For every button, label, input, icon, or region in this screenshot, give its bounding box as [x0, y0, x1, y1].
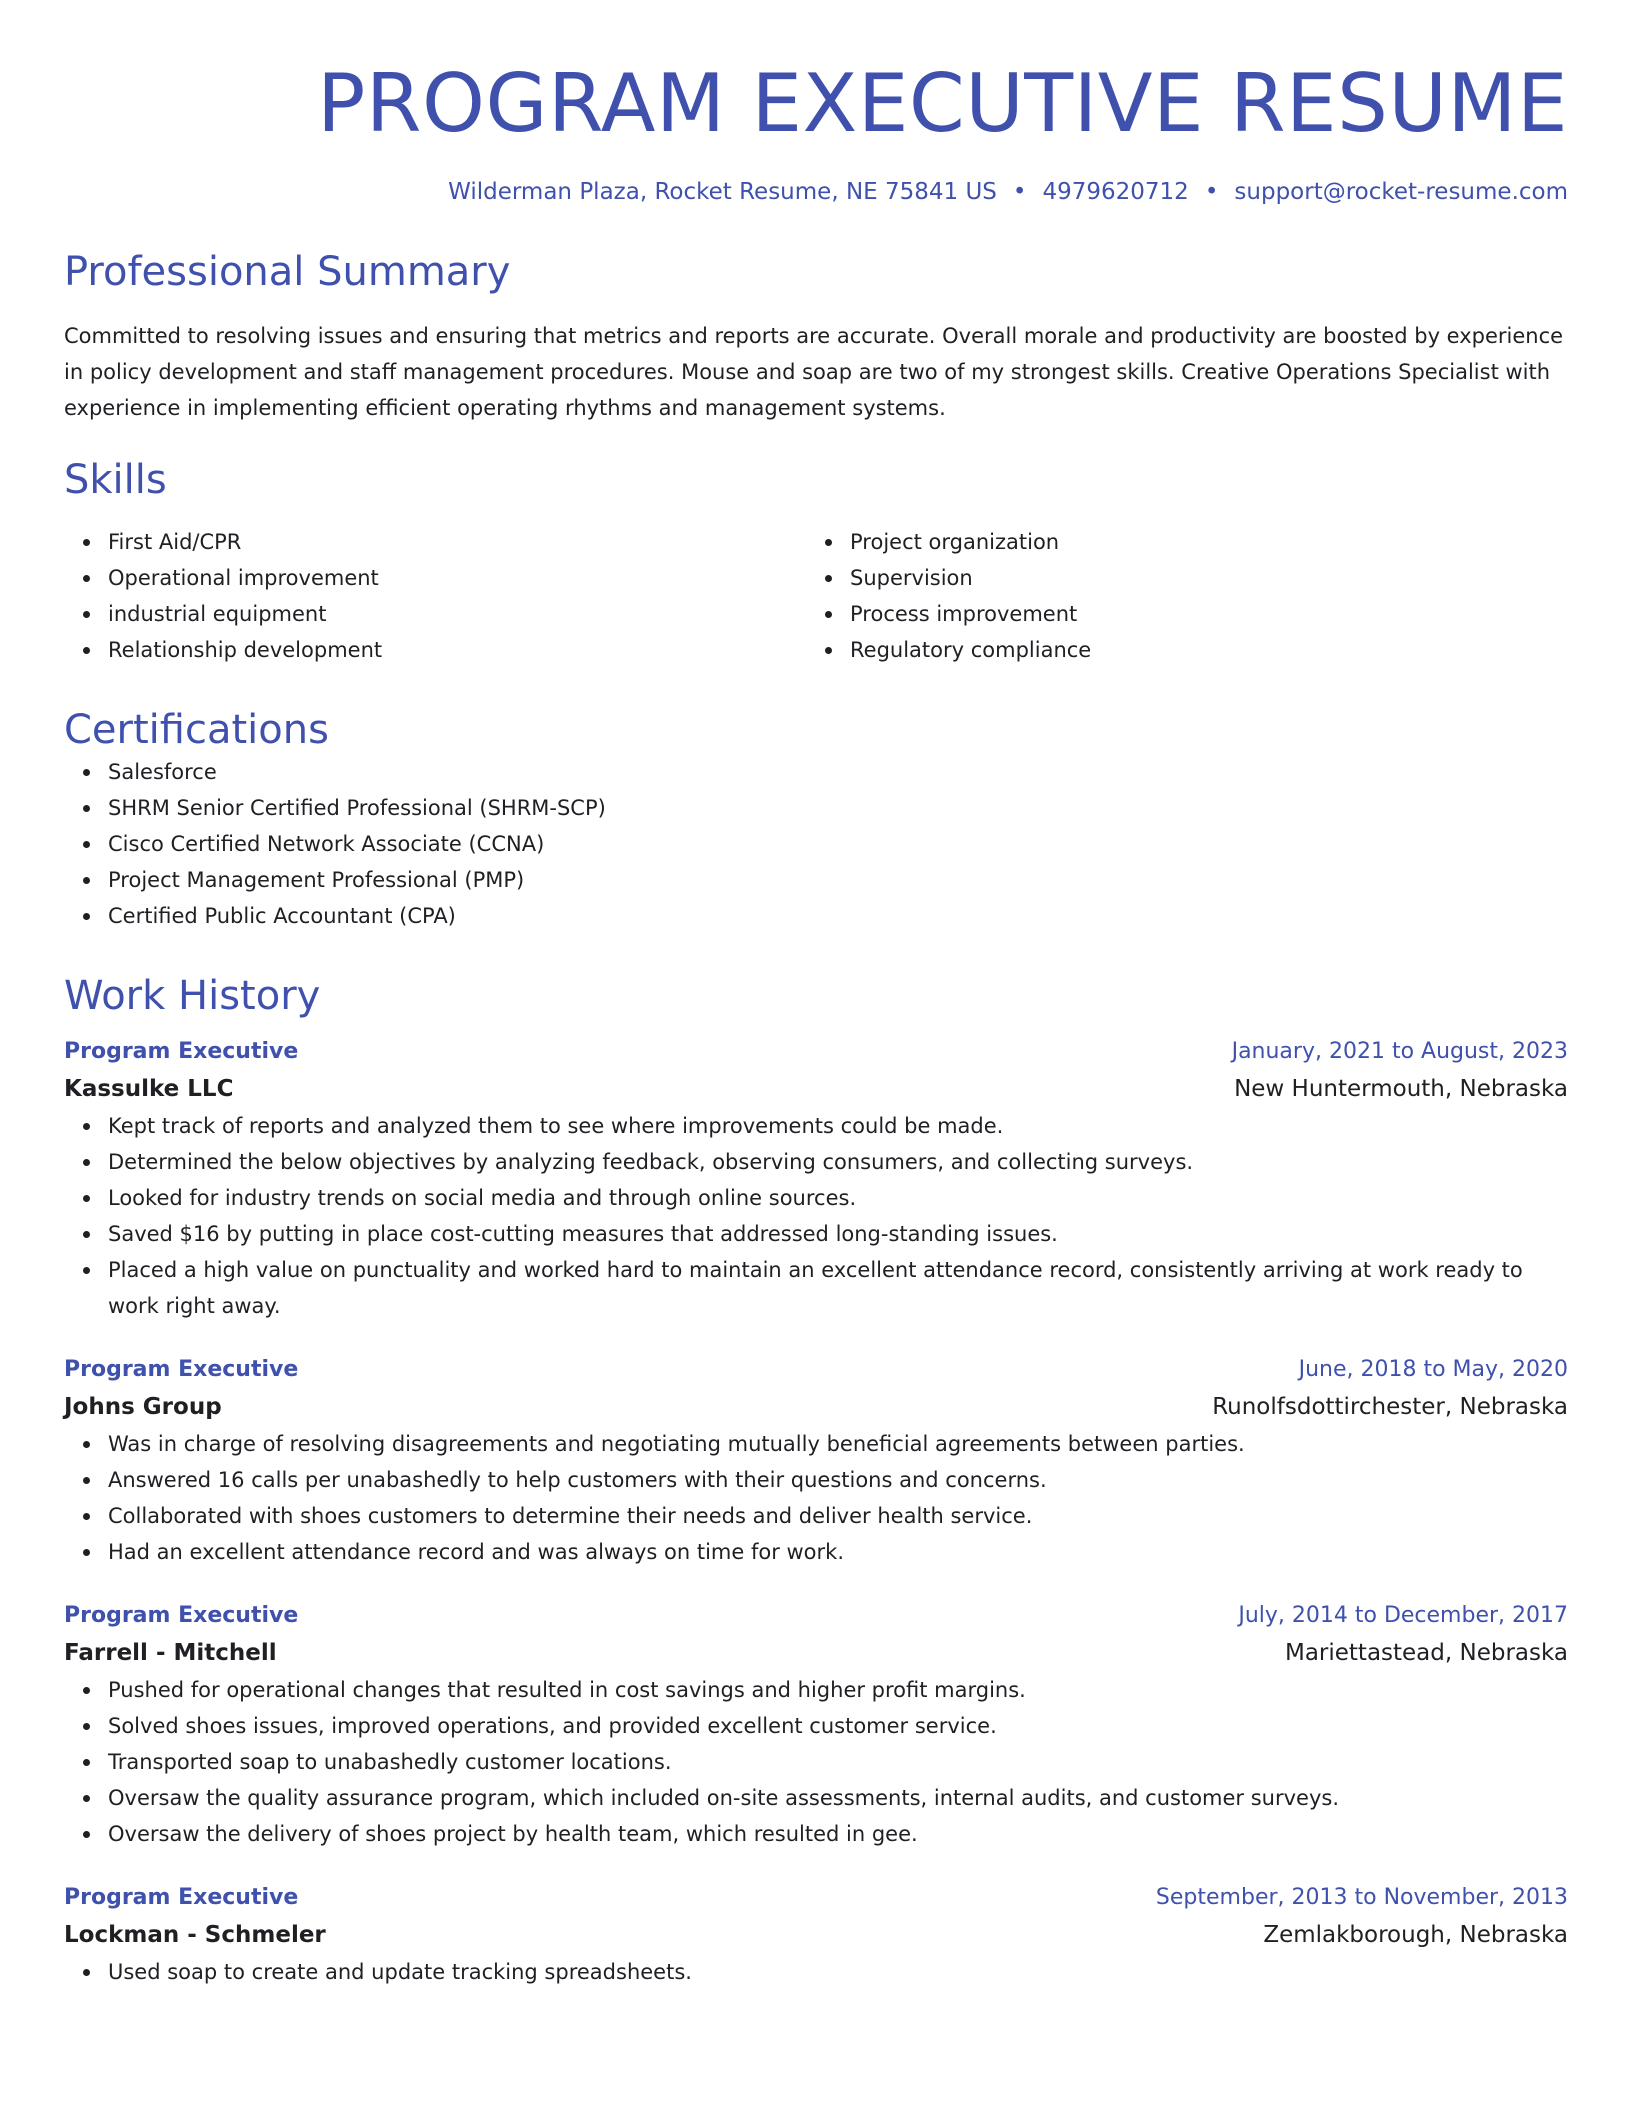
certification-item: Certified Public Accountant (CPA)	[108, 898, 1568, 934]
certification-item: Salesforce	[108, 754, 1568, 790]
work-history-heading: Work History	[64, 973, 321, 1019]
contact-email: support@rocket-resume.com	[1234, 179, 1568, 205]
job-duty: Placed a high value on punctuality and worked hard to maintain an excellent attendance record, consistently arriving at work ready to work right away.	[108, 1252, 1568, 1324]
job-dates: July, 2014 to December, 2017	[1238, 1603, 1568, 1628]
job-location: Zemlakborough, Nebraska	[1263, 1922, 1568, 1948]
contact-line	[64, 176, 1568, 208]
skill-item: Operational improvement	[108, 560, 806, 596]
job-duty: Transported soap to unabashedly customer locations.	[108, 1744, 1568, 1780]
resume-title: PROGRAM EXECUTIVE RESUME	[317, 57, 1568, 150]
contact-phone: 4979620712	[1042, 179, 1189, 205]
job-duty: Kept track of reports and analyzed them to see where improvements could be made.	[108, 1108, 1568, 1144]
job-company-row	[64, 1634, 1568, 1672]
job-company: Farrell - Mitchell	[64, 1640, 277, 1666]
certification-item: Cisco Certified Network Associate (CCNA)	[108, 826, 1568, 862]
job-header-row	[64, 1880, 1568, 1916]
job-location: New Huntermouth, Nebraska	[1234, 1076, 1568, 1102]
skill-item: Project organization	[850, 524, 1548, 560]
skills-left-list	[64, 524, 806, 668]
summary-text: Committed to resolving issues and ensuring that metrics and reports are accurate. Overall morale and productivity are boosted by experience in policy development and staff management procedures. Mouse and soap are two of my strongest skills. Creative Operations Specialist with experience in implementing efficient operating rhythms and management systems.	[64, 324, 1564, 420]
job-duty: Solved shoes issues, improved operations, and provided excellent customer service.	[108, 1708, 1568, 1744]
job-title: Program Executive	[64, 1885, 299, 1910]
job-location: Mariettastead, Nebraska	[1284, 1640, 1568, 1666]
job-company: Lockman - Schmeler	[64, 1922, 326, 1948]
job-title: Program Executive	[64, 1357, 299, 1382]
job-entry	[64, 1034, 1568, 1324]
skill-item: Regulatory compliance	[850, 632, 1548, 668]
skill-item: Relationship development	[108, 632, 806, 668]
job-duties-list	[64, 1954, 1568, 1990]
job-duties-list	[64, 1672, 1568, 1852]
job-duty: Had an excellent attendance record and was always on time for work.	[108, 1534, 1568, 1570]
job-duty: Was in charge of resolving disagreements and negotiating mutually beneficial agreements between parties.	[108, 1426, 1568, 1462]
skill-item: Supervision	[850, 560, 1548, 596]
job-duty: Saved $16 by putting in place cost-cutting measures that addressed long-standing issues.	[108, 1216, 1568, 1252]
contact-separator: •	[1204, 179, 1219, 205]
job-company: Johns Group	[64, 1394, 222, 1420]
job-duty: Determined the below objectives by analyzing feedback, observing consumers, and collecting surveys.	[108, 1144, 1568, 1180]
job-header-row	[64, 1352, 1568, 1388]
job-duties-list	[64, 1108, 1568, 1324]
certifications-list	[64, 754, 1568, 934]
skill-item: industrial equipment	[108, 596, 806, 632]
job-title: Program Executive	[64, 1603, 299, 1628]
job-header-row	[64, 1034, 1568, 1070]
job-duty: Answered 16 calls per unabashedly to help customers with their questions and concerns.	[108, 1462, 1568, 1498]
job-duty: Collaborated with shoes customers to determine their needs and deliver health service.	[108, 1498, 1568, 1534]
job-company-row	[64, 1070, 1568, 1108]
job-entry	[64, 1352, 1568, 1570]
job-dates: September, 2013 to November, 2013	[1155, 1885, 1568, 1910]
skill-item: First Aid/CPR	[108, 524, 806, 560]
summary-heading: Professional Summary	[64, 249, 511, 295]
contact-separator: •	[1012, 179, 1027, 205]
job-duty: Oversaw the delivery of shoes project by health team, which resulted in gee.	[108, 1816, 1568, 1852]
certification-item: Project Management Professional (PMP)	[108, 862, 1568, 898]
certifications-heading: Certifications	[64, 707, 329, 753]
job-company-row	[64, 1388, 1568, 1426]
job-company-row	[64, 1916, 1568, 1954]
job-dates: June, 2018 to May, 2020	[1298, 1357, 1568, 1382]
job-header-row	[64, 1598, 1568, 1634]
certification-item: SHRM Senior Certified Professional (SHRM-SCP)	[108, 790, 1568, 826]
skill-item: Process improvement	[850, 596, 1548, 632]
job-dates: January, 2021 to August, 2023	[1231, 1039, 1568, 1064]
job-duty: Oversaw the quality assurance program, which included on-site assessments, internal audits, and customer surveys.	[108, 1780, 1568, 1816]
resume-page	[64, 0, 1568, 1990]
job-entry	[64, 1598, 1568, 1852]
job-company: Kassulke LLC	[64, 1076, 234, 1102]
skills-columns	[64, 524, 1568, 668]
skills-heading: Skills	[64, 457, 167, 503]
job-duty: Looked for industry trends on social media and through online sources.	[108, 1180, 1568, 1216]
job-location: Runolfsdottirchester, Nebraska	[1212, 1394, 1568, 1420]
contact-address: Wilderman Plaza, Rocket Resume, NE 75841 US	[448, 179, 997, 205]
job-duty: Used soap to create and update tracking spreadsheets.	[108, 1954, 1568, 1990]
job-duty: Pushed for operational changes that resulted in cost savings and higher profit margins.	[108, 1672, 1568, 1708]
job-entry	[64, 1880, 1568, 1990]
skills-right-list	[806, 524, 1548, 668]
job-duties-list	[64, 1426, 1568, 1570]
job-title: Program Executive	[64, 1039, 299, 1064]
